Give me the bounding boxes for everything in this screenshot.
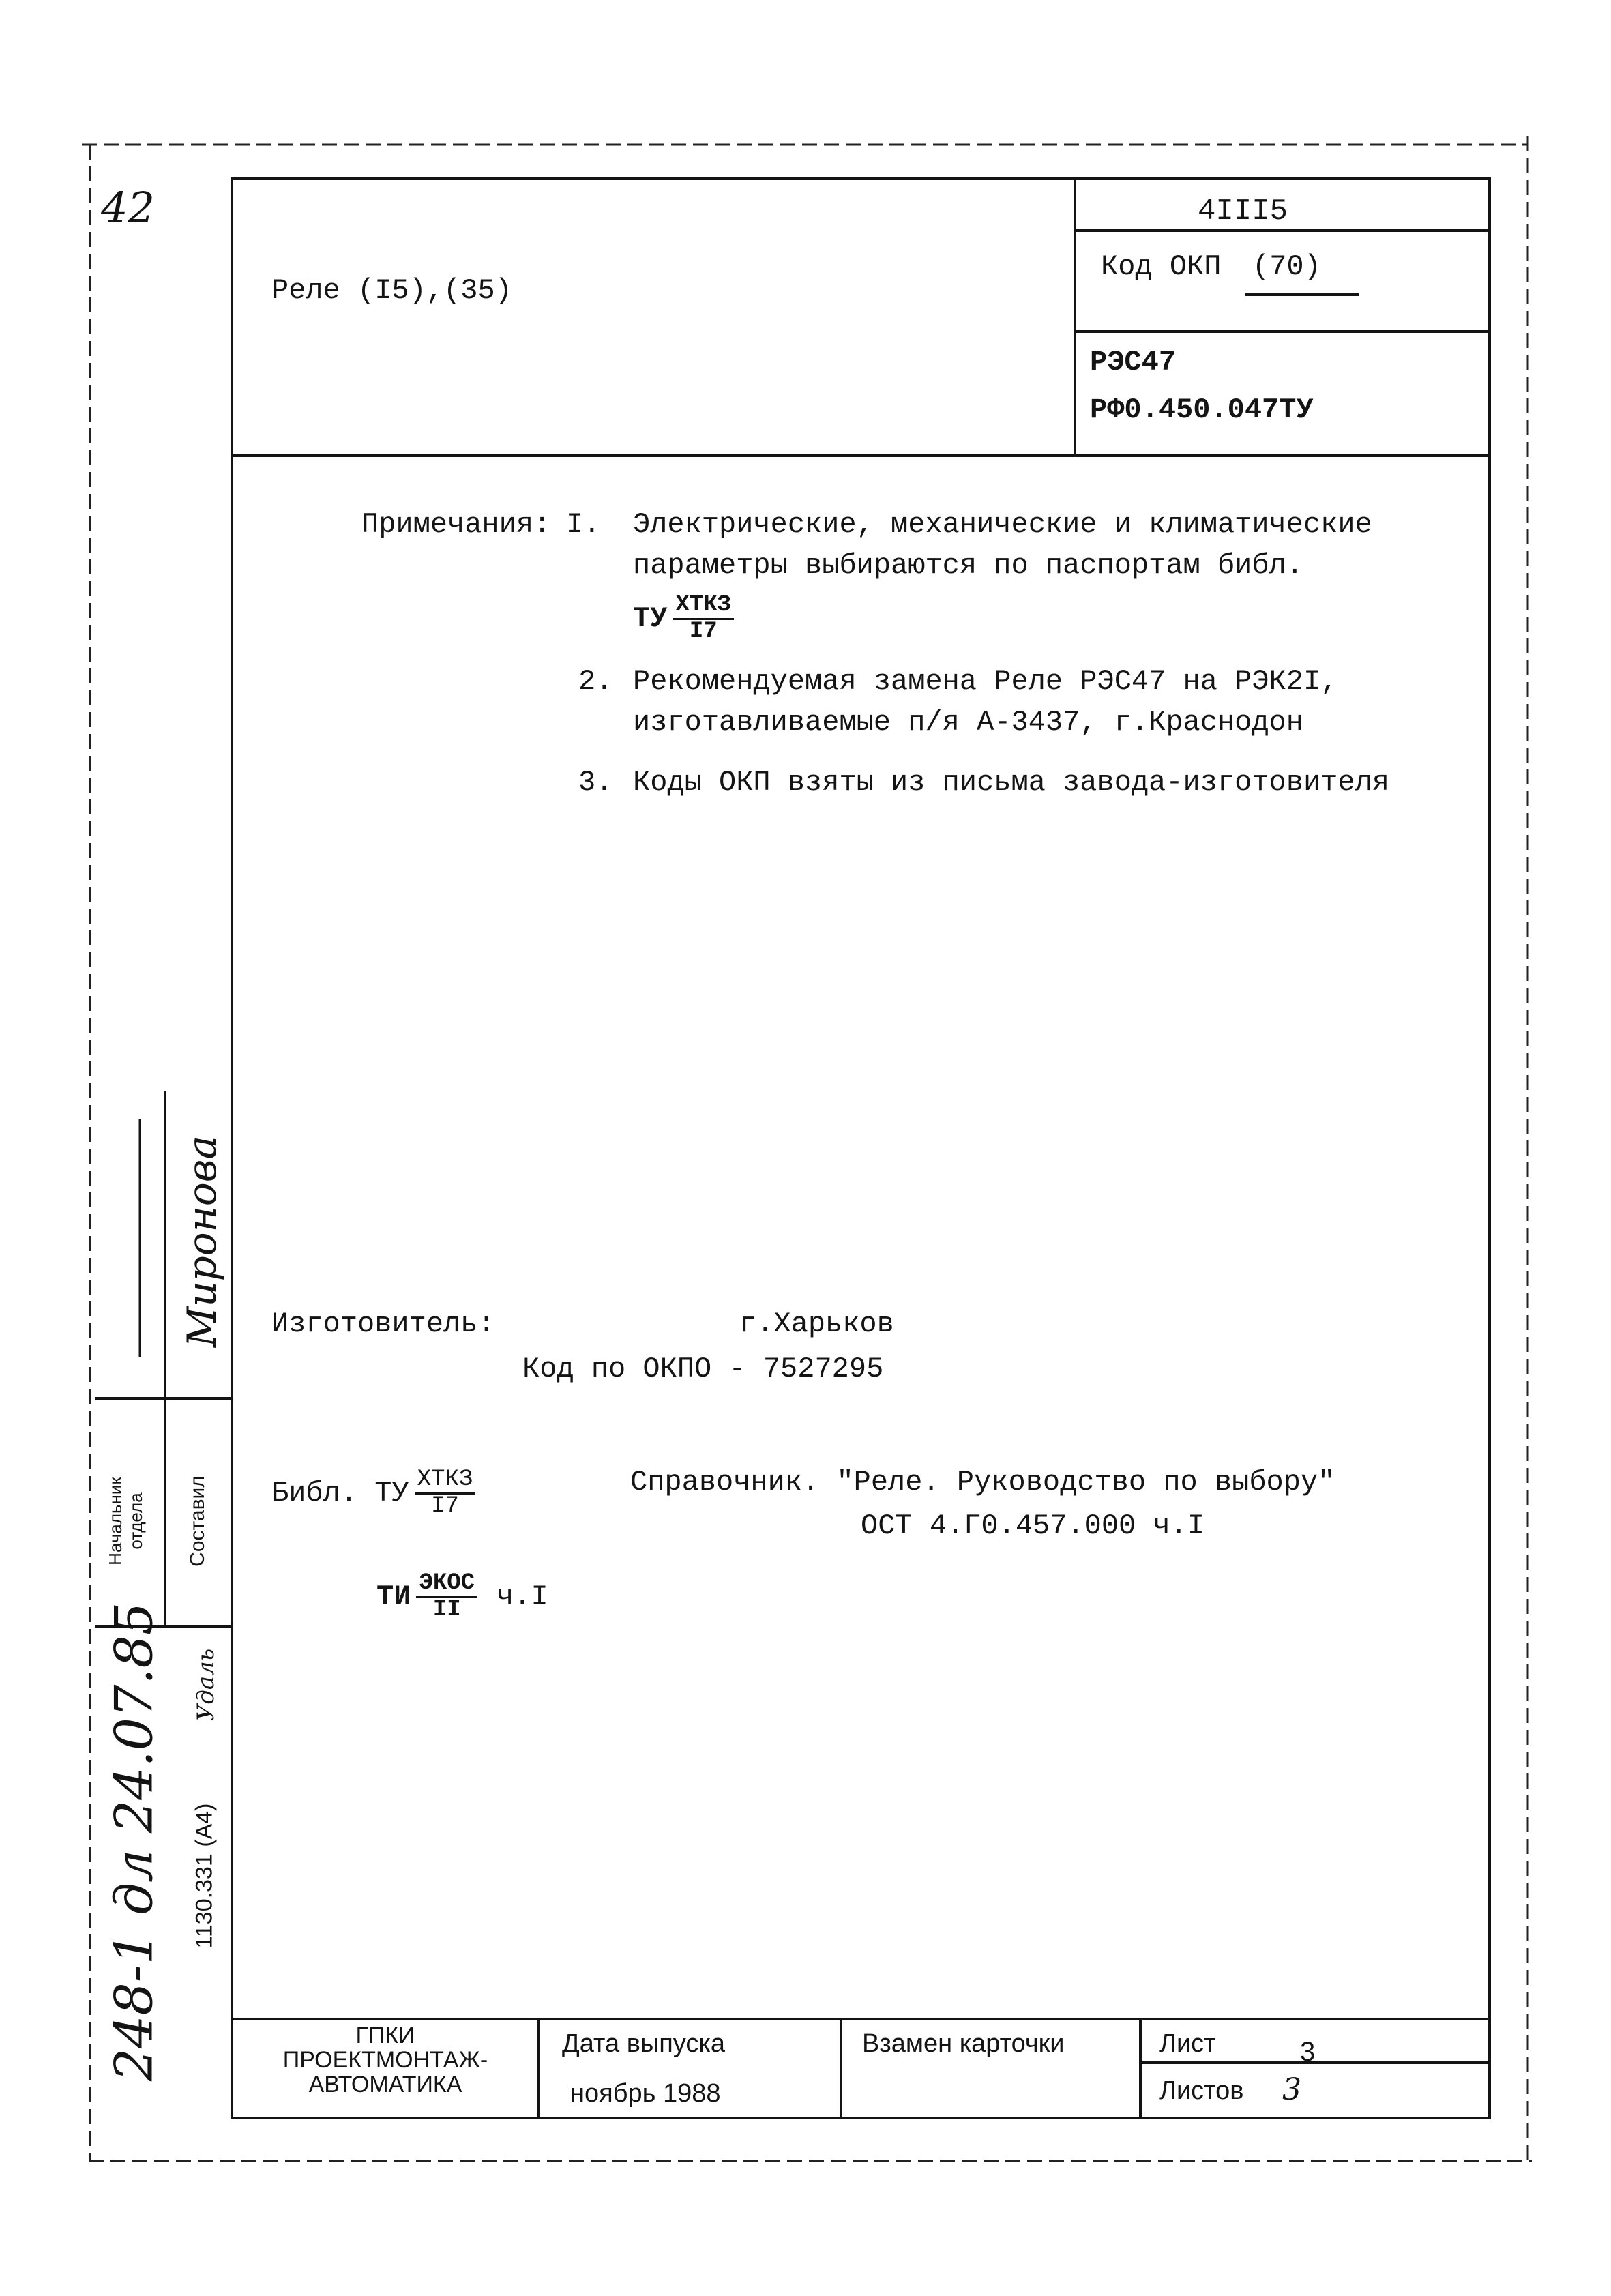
- organization-line-2: ПРОЕКТМОНТАЖ-: [282, 2047, 488, 2073]
- okpo-code: Код по ОКПО - 7527295: [522, 1353, 884, 1385]
- okp-label: Код ОКП: [1101, 250, 1222, 283]
- tu-denominator: I7: [689, 618, 718, 645]
- ti-numerator: ЭКОС: [416, 1572, 477, 1598]
- compiler-signature: Миронова: [179, 1135, 225, 1348]
- okp-value: (70): [1252, 250, 1321, 283]
- manufacturer-label: Изготовитель:: [271, 1308, 495, 1340]
- manufacturer-city: г.Харьков: [739, 1308, 894, 1340]
- reference-line-1: Справочник. "Реле. Руководство по выбору": [630, 1466, 1335, 1499]
- sheet-number: 3: [1300, 2037, 1316, 2067]
- note-1-line-1: Электрические, механические и климатические: [633, 508, 1372, 541]
- library-tu-numerator: ХТКЗ: [415, 1468, 476, 1495]
- spec-number: РФ0.450.047ТУ: [1090, 394, 1314, 426]
- ti-prefix: ТИ: [376, 1580, 411, 1614]
- library-label: Библ. ТУ: [271, 1477, 409, 1510]
- header-title: Реле (I5),(35): [271, 274, 512, 307]
- tu-prefix: ТУ: [633, 602, 668, 636]
- ti-suffix: ч.I: [497, 1580, 548, 1614]
- note-3-line-1: Коды ОКП взяты из письма завода-изготовителя: [633, 766, 1389, 799]
- stamp-signature: Удаль: [192, 1648, 220, 1722]
- reference-line-2: ОСТ 4.Г0.457.000 ч.I: [861, 1510, 1205, 1542]
- sheet-label: Лист: [1159, 2029, 1216, 2058]
- organization-line-1: ГПКИ: [355, 2022, 415, 2048]
- library-tu-fraction: [415, 1468, 476, 1518]
- note-3-number: 3.: [578, 766, 613, 799]
- ti-fraction: [416, 1572, 477, 1622]
- notes-label: Примечания:: [361, 508, 551, 541]
- tu-numerator: ХТКЗ: [673, 593, 734, 620]
- cut-border: [82, 136, 1532, 2161]
- model-name: РЭС47: [1090, 346, 1177, 379]
- issue-date-value: ноябрь 1988: [570, 2079, 721, 2108]
- head-of-department-label: Начальник отдела: [105, 1477, 146, 1565]
- page-number: 42: [101, 183, 155, 233]
- tu-fraction: [673, 593, 734, 644]
- compiler-label: Составил: [186, 1475, 209, 1567]
- library-tu: [271, 1468, 481, 1518]
- note-1-number: I.: [566, 508, 601, 541]
- replaces-card-label: Взамен карточки: [862, 2029, 1065, 2058]
- sheets-total-label: Листов: [1159, 2076, 1244, 2105]
- registration-handwriting: 248-1 дл 24.07.85: [103, 1602, 164, 2082]
- note-1-reference: [633, 593, 739, 644]
- note-1-line-2: параметры выбираются по паспортам библ.: [633, 549, 1303, 582]
- ti-denominator: II: [432, 1596, 461, 1623]
- library-tu-denominator: I7: [431, 1492, 459, 1519]
- note-2-number: 2.: [578, 665, 613, 698]
- classification-code: 4III5: [1198, 194, 1288, 229]
- organization-name: [239, 2023, 532, 2097]
- note-2-line-1: Рекомендуемая замена Реле РЭС47 на РЭК2I,: [633, 665, 1338, 698]
- organization-line-3: АВТОМАТИКА: [308, 2072, 462, 2098]
- card-border: [232, 179, 1490, 2118]
- issue-date-label: Дата выпуска: [562, 2029, 725, 2058]
- sheets-total-value: 3: [1282, 2072, 1301, 2107]
- note-2-line-2: изготавливаемые п/я А-3437, г.Краснодон: [633, 706, 1303, 739]
- library-ti: [376, 1572, 548, 1622]
- form-code: 1130.331 (A4): [191, 1803, 218, 1949]
